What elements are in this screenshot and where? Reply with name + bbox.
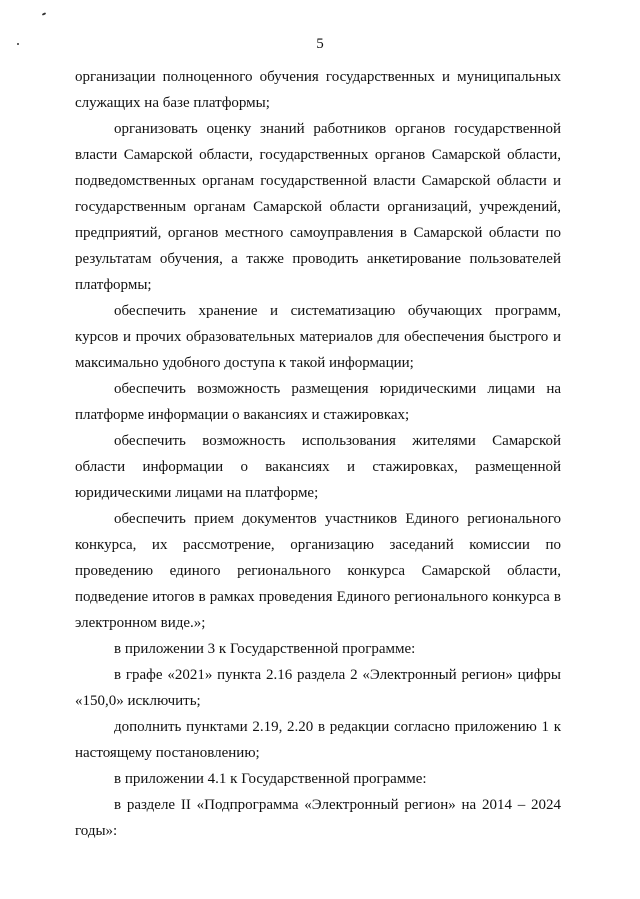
document-body <box>75 64 561 844</box>
page-number: 5 <box>316 36 324 52</box>
paragraph-2: организовать оценку знаний работников органов государственной власти Самарской области, государственных органов Самарской области, подведомственных органам государственной власти Самарской области и государственным органам Самарской области организаций, учреждений, предприятий, органов местного самоуправления в Самарской области по результатам обучения, а также проводить анкетирование пользователей платформы; <box>75 121 561 293</box>
paragraph-5: обеспечить возможность использования жителями Самарской области информации о вакансиях и стажировках, размещенной юридическими лицами на платформе; <box>75 433 561 501</box>
scan-speck <box>42 12 46 16</box>
paragraph-1: организации полноценного обучения государственных и муниципальных служащих на базе платформы; <box>75 69 561 111</box>
paragraph-8: в графе «2021» пункта 2.16 раздела 2 «Электронный регион» цифры «150,0» исключить; <box>75 667 561 709</box>
paragraph-9: дополнить пунктами 2.19, 2.20 в редакции согласно приложению 1 к настоящему постановлению; <box>75 719 561 761</box>
paragraph-7: в приложении 3 к Государственной программе: <box>114 641 416 657</box>
paragraph-3: обеспечить хранение и систематизацию обучающих программ, курсов и прочих образовательных материалов для обеспечения быстрого и максимально удобного доступа к такой информации; <box>75 303 561 371</box>
paragraph-4: обеспечить возможность размещения юридическими лицами на платформе информации о вакансиях и стажировках; <box>75 381 561 423</box>
paragraph-6: обеспечить прием документов участников Единого регионального конкурса, их рассмотрение, организацию заседаний комиссии по проведению единого регионального конкурса Самарской области, подведение итогов в рамках проведения Единого регионального конкурса в электронном виде.»; <box>75 511 561 631</box>
paragraph-10: в приложении 4.1 к Государственной программе: <box>114 771 427 787</box>
paragraph-11: в разделе II «Подпрограмма «Электронный регион» на 2014 – 2024 годы»: <box>75 797 561 839</box>
